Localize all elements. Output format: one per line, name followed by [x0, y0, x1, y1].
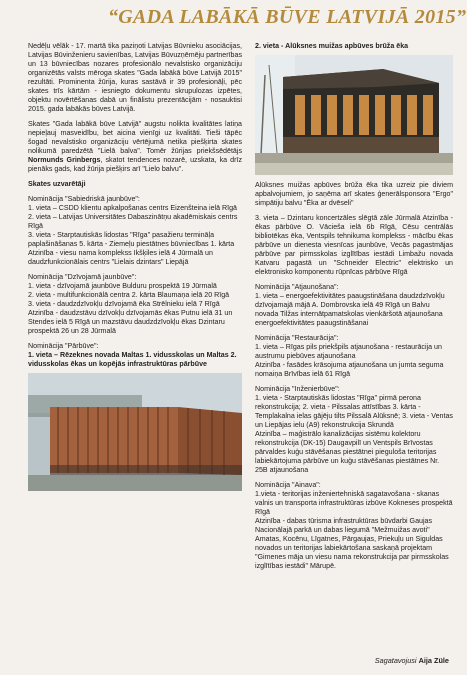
- nomination-entry: 3. vieta - Starptautiskās lidostas "Rīga" pasažieru termināļa paplašināšanas 5. kārta - Ziemeļu piestātnes būvniecības 1. kārta: [28, 231, 235, 248]
- nomination-entry: Atzinība - dabas tūrisma infrastruktūras būvdarbi Gaujas Nacionālajā parkā un dabas liegumā "Mežmuižas avoti" Amatas, Kocēnu, Līgatnes, Pārgaujas, Priekuļu un Siguldas novados un teritorijas labiekārtošana saskaņā projektam "Gimenes māja un viesu nama rekonstrukcija par pirmsskolas izglītības iestādi" Mārupē.: [255, 517, 449, 570]
- nomination-residential-newbuild: [28, 273, 242, 336]
- nomination-entry: 1. vieta – energoefektivitātes paaugstināšana daudzdzīvokļu dzīvojamajā mājā A. Dombrovska ielā 49 Rīgā un Balvu novada Tilžas internātpamatskolas vienkāršotā atjaunošana energoefektivitātes paaugstināšanai: [255, 292, 445, 327]
- nomination-entry: 1. vieta – CSDD klientu apkalpošanas centrs Eizenšteina ielā Rīgā: [28, 204, 237, 212]
- jury-chair-name: Normunds Grinbergs: [28, 156, 101, 164]
- nomination-public-newbuild: [28, 195, 242, 267]
- brewery-photo: [255, 55, 453, 175]
- nomination-entry: 1. vieta - dzīvojamā jaunbūve Bulduru prospektā 19 Jūrmalā: [28, 282, 217, 290]
- brewery-paragraph: Alūksnes muižas apbūves brūža ēka tika uzreiz pie diviem apbalvojumiem, jo saņēma arī skates ģenerālsponsora "Ergo" simpātiju balvu "Ēka ar dvēseli": [255, 181, 453, 207]
- nomination-entry: 3. vieta - daudzdzīvokļu dzīvojamā ēka Strēlnieku ielā 7 Rīgā: [28, 300, 220, 308]
- nomination-entry: 2. vieta – Latvijas Universitātes Dabaszinātņu akadēmiskais centrs Rīgā: [28, 213, 238, 230]
- nomination-entry: 1. vieta – Rīgas pils priekšpils atjaunošana - restaurācija un austrumu piebūves atjaunošana: [255, 343, 442, 360]
- signature-prefix: Sagatavojusi: [374, 656, 417, 665]
- nomination-landscape: [255, 481, 453, 571]
- nomination-entry: Atzinība - viesu nama komplekss Ikšķiles ielā 4 Jūrmalā un daudzfunkcionālais centrs "Lielais dzintars" Liepājā: [28, 249, 213, 266]
- author-signature: [375, 656, 449, 665]
- school-photo: [28, 373, 242, 491]
- jury-text-a: Skates "Gada labākā būve Latvijā" augstu nolikta kvalitātes latiņa nepieļauj masveidību, bet aicina vienīgi uz kvalitāti. Tieši tāpēc šogad nevalstisko organizāciju vērtējumā netika piešķirta skates nolikumā paredzētā "Lielā balva". Tomēr žūrijas priekšsēdētājs: [28, 120, 242, 155]
- nomination-title: Nominācija "Inženierbūve":: [255, 385, 340, 393]
- nomination-title: Nominācija "Dzīvojamā jaunbūve":: [28, 273, 137, 281]
- headline: “GADA LABĀKĀ BŪVE LATVIJĀ 2015”: [108, 6, 467, 28]
- right-column: [255, 42, 453, 571]
- nomination-restoration: [255, 334, 453, 379]
- intro-paragraph: Nedēļu vēlāk - 17. martā tika paziņoti Latvijas Būvnieku asociācijas, Latvijas Būvinženieru savienības, Latvijas Būvuzņēmēju partnerības un 13 būvniecības nozares profesionālo nevalstisko organizāciju organizētās valsts mēroga skates "Gada labākā būve Latvijā 2015" rezultāti. Prominenta žūrija, kuras sastāvā ir 39 profesionāļi, pēc skates trīs kārtām - iesniegto dokumentu skrupulozas izpētes, objektu novērtēšanas dabā un finālistu prezentācijām - nosauktisi 2015. gada labākās būves Latvijā.: [28, 42, 242, 113]
- jury-paragraph: [28, 120, 242, 174]
- winners-heading: Skates uzvarētāji: [28, 180, 86, 188]
- nomination-entry: 2. vieta - multifunkcionālā centra 2. kārta Blaumaņa ielā 20 Rīgā: [28, 291, 230, 299]
- left-column: [28, 42, 242, 491]
- nomination-entry: 1. vieta – Rēzeknes novada Maltas 1. vidusskolas un Maltas 2. vidusskolas ēkas un kopējās infrastruktūras pārbūve: [28, 351, 237, 368]
- brewery-building-image: [255, 55, 453, 175]
- nomination-entry: 1. vieta - Starptautiskās lidostas "Rīga" pirmā perona rekonstrukcija; 2. vieta - Pilssalas attīstības 3. kārta - Templakalna ielas gājēju tilts Pilssalā Alūksnē; 3. vieta - Ventas un Liepājas ielu (A9) rekonstrukcija Skrundā: [255, 394, 453, 429]
- photo-caption: 2. vieta - Alūksnes muižas apbūves brūža ēka: [255, 42, 409, 50]
- nomination-title: Nominācija "Ainava":: [255, 481, 321, 489]
- nomination-reconstruction: [28, 342, 242, 369]
- signature-name: Aija Züle: [418, 656, 449, 665]
- jury-text-b: , skatot tendences nozarē, uzskata, ka drīz pienāks gads, kad žūrija piešķirs arī "Lielo balvu".: [28, 156, 242, 173]
- nomination-engineering: [255, 385, 453, 475]
- nomination-entry: 1.vieta - teritorijas inženiertehniskā sagatavošana - skanas valnis un transporta infrastruktūras izbūve Kokneses prospektā Rīgā: [255, 490, 453, 516]
- nomination-entry: Atzinība - fasādes krāsojuma atjaunošana un jumta seguma nomaiņa Brīvības ielā 61 Rīgā: [255, 361, 444, 378]
- nomination-title: Nominācija "Pārbūve":: [28, 342, 99, 350]
- school-building-image: [28, 373, 242, 491]
- third-place-paragraph: 3. vieta – Dzintaru koncertzāles slēgtā zāle Jūrmalā Atzinība - ēkas pārbūve O. Vācieša ielā 6b Rīgā, Cēsu centrālās bibliotēkas ēka, Ventspils tehnikuma komplekss - mācību ēkas pārbūve un dienesta viesnīcas jaunbūve, Vecās pagastmājas pārbūve par pirmsskolas izglītības iestādi Limbažu novada Katvaru pagastā un "Schneider Electric" elektrisko un elektronisko komponentu rūpnīcas pārbūve Rīgā: [255, 214, 453, 276]
- nomination-title: Nominācija "Sabiedriskā jaunbūve":: [28, 195, 140, 203]
- nomination-entry: Atzinība – maģistrālo kanalizācijas sistēmu kolektoru rekonstrukcija (DK-15) Daugavpilī un Ventspils Brīvostas pārvaldes kuģu stāvēšanas piestātnei pieguloša teritorijas labiekārtojuma pārbūve un kuģu stāvēšanas piestātnes Nr. 25B atjaunošana: [255, 430, 440, 474]
- nomination-title: Nominācija "Restaurācija":: [255, 334, 339, 342]
- nomination-title: Nominācija "Atjaunošana":: [255, 283, 339, 291]
- nomination-entry: Atzinība - daudzstāvu dzīvokļu dzīvojamās ēkas Putnu ielā 31 un Stendes ielā 5 Rīgā un mazstāvu daudzdzīvokļu ēkas Dzintaru prospektā 26 un 28 Jūrmalā: [28, 309, 233, 335]
- nomination-renovation: [255, 283, 453, 328]
